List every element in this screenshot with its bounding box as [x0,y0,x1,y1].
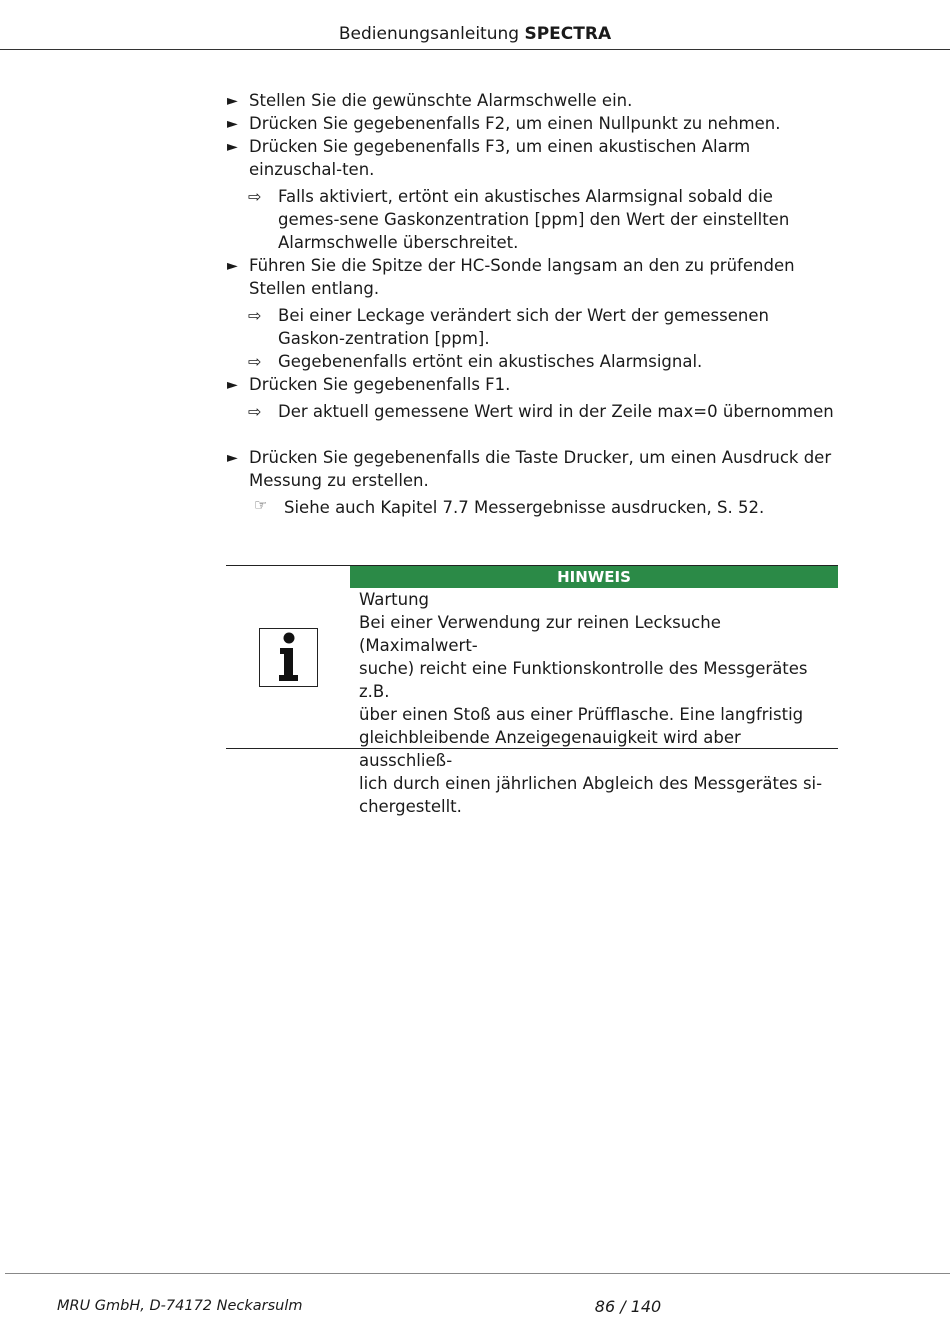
notice-line: gleichbleibende Anzeigegenauigkeit wird aber ausschließ- [359,728,741,770]
step-arrow-icon: ► [227,450,238,466]
notice-line: suche) reicht eine Funktionskontrolle des Messgerätes z.B. [359,659,808,701]
step-6-text: Drücken Sie gegebenenfalls die Taste Drucker, um einen Ausdruck der Messung zu erstellen. [249,448,832,490]
page-number: 86 / 140 [594,1297,662,1316]
result-arrow-icon: ⇨ [248,306,262,325]
header-prefix: Bedienungsanleitung [338,24,520,44]
step-5-result [226,400,838,423]
info-icon [259,628,318,687]
step-4-result-2 [226,350,838,373]
notice-label: HINWEIS [350,566,838,588]
result-arrow-icon: ⇨ [248,352,262,371]
step-arrow-icon: ► [227,93,238,109]
step-4-result-1 [226,304,838,350]
header-title [0,22,950,46]
step-arrow-icon: ► [227,377,238,393]
notice-line: chergestellt. [359,797,462,816]
step-arrow-icon: ► [227,116,238,132]
page-header [0,22,950,50]
step-1 [226,89,838,112]
step-4 [226,254,838,300]
step-2-text: Drücken Sie gegebenenfalls F2, um einen Nullpunkt zu nehmen. [249,114,781,133]
footer-company: MRU GmbH, D-74172 Neckarsulm [57,1298,303,1314]
step-3-result [226,185,838,254]
notice-box [226,565,838,816]
instruction-list [226,89,838,519]
notice-title: Wartung [359,590,430,609]
step-arrow-icon: ► [227,258,238,274]
step-4-result-2-text: Gegebenenfalls ertönt ein akustisches Alarmsignal. [278,352,703,371]
step-6 [226,446,838,492]
notice-line: Bei einer Verwendung zur reinen Lecksuche (Maximalwert- [359,613,721,655]
header-product: SPECTRA [524,24,612,44]
pointing-hand-icon: ☞ [254,496,268,514]
cross-reference-link[interactable]: Siehe auch Kapitel 7.7 Messergebnisse ausdrucken, S. 52. [284,498,765,517]
step-6-reference [226,496,838,519]
step-5-text: Drücken Sie gegebenenfalls F1. [249,375,511,394]
step-4-result-1-text: Bei einer Leckage verändert sich der Wert der gemessenen Gaskon-zentration [ppm]. [278,306,769,348]
step-2 [226,112,838,135]
step-1-text: Stellen Sie die gewünschte Alarmschwelle ein. [249,91,633,110]
result-arrow-icon: ⇨ [248,187,262,206]
notice-line: über einen Stoß aus einer Prüfflasche. Eine langfristig [359,705,804,724]
step-3-text: Drücken Sie gegebenenfalls F3, um einen akustischen Alarm einzuschal-ten. [249,137,751,179]
notice-body [359,588,834,818]
step-3 [226,135,838,181]
notice-line: lich durch einen jährlichen Abgleich des Messgerätes si- [359,774,823,793]
step-5-result-text: Der aktuell gemessene Wert wird in der Zeile max=0 übernommen [278,402,834,421]
step-3-result-text: Falls aktiviert, ertönt ein akustisches Alarmsignal sobald die gemes-sene Gaskonzentration [ppm] den Wert der einstellten Alarmschwelle überschreitet. [278,187,790,252]
result-arrow-icon: ⇨ [248,402,262,421]
step-arrow-icon: ► [227,139,238,155]
step-4-text: Führen Sie die Spitze der HC-Sonde langsam an den zu prüfenden Stellen entlang. [249,256,795,298]
step-5 [226,373,838,396]
footer-divider [5,1273,950,1274]
